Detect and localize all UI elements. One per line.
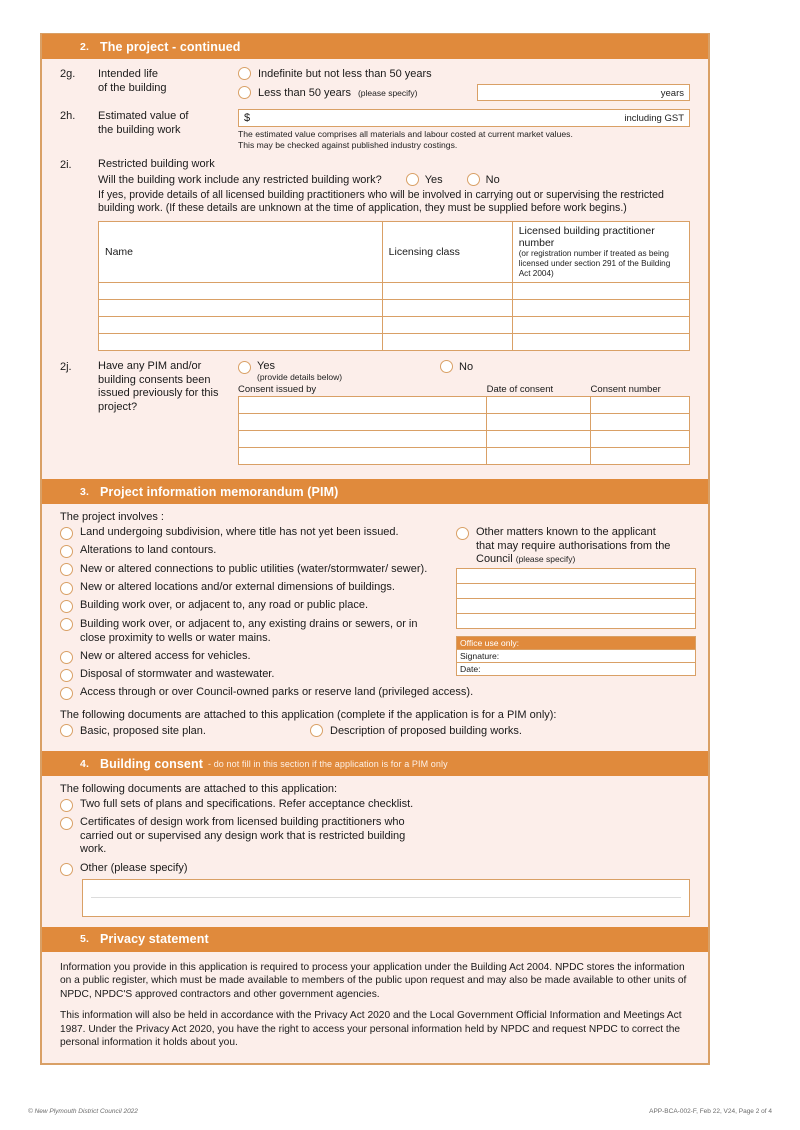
radio-circle-icon[interactable] xyxy=(60,817,73,830)
radio-circle-icon[interactable] xyxy=(60,527,73,540)
checkbox-subdivision[interactable] xyxy=(60,526,442,540)
other-matters-line-input-1[interactable] xyxy=(456,568,696,584)
question-2j xyxy=(60,360,690,465)
checkbox-public-utilities-label: New or altered connections to public utilities (water/stormwater/ sewer). xyxy=(80,563,428,576)
table-row xyxy=(99,300,690,317)
other-matters-line1: Other matters known to the applicant xyxy=(476,526,656,539)
lbp-cell-name[interactable] xyxy=(99,300,383,317)
pim-other-matters xyxy=(442,526,696,704)
bc-attached-lead: The following documents are attached to this application: xyxy=(60,783,337,796)
checkbox-drains-sewers[interactable] xyxy=(60,617,442,645)
checkbox-stormwater-disposal[interactable] xyxy=(60,668,442,682)
lbp-cell-class[interactable] xyxy=(382,334,512,351)
lbp-cell-name[interactable] xyxy=(99,283,383,300)
question-2h-number: 2h. xyxy=(60,110,76,122)
checkbox-design-certificates-label: Certificates of design work from licensed building practitioners who carried out or supervised any design work that is restricted building work. xyxy=(80,816,406,856)
checkbox-vehicle-access-label: New or altered access for vehicles. xyxy=(80,650,251,663)
checkbox-other-specify-label: Other (please specify) xyxy=(80,861,188,874)
table-row xyxy=(99,334,690,351)
checkbox-plans-specifications-label: Two full sets of plans and specifications. Refer acceptance checklist. xyxy=(80,798,414,811)
table-row xyxy=(239,448,690,465)
checkbox-land-contours[interactable] xyxy=(60,544,442,558)
question-2g-field xyxy=(238,67,690,105)
question-2j-label-line1: Have any PIM and/or xyxy=(98,360,202,373)
pim-yes-note: (provide details below) xyxy=(257,372,343,383)
section-4-body xyxy=(42,776,708,927)
section-2-body xyxy=(42,59,708,479)
lbp-cell-class[interactable] xyxy=(382,283,512,300)
radio-option-pim-yes[interactable] xyxy=(238,360,342,382)
question-2i-title: Restricted building work xyxy=(98,158,215,170)
consent-cell-issued-by[interactable] xyxy=(239,414,487,431)
radio-circle-icon[interactable] xyxy=(440,360,453,373)
restricted-work-question: Will the building work include any restricted building work? xyxy=(98,173,382,186)
checkbox-road-public-place-label: Building work over, or adjacent to, any road or public place. xyxy=(80,599,368,612)
pim-yes-group xyxy=(257,360,342,382)
question-2g xyxy=(60,67,690,105)
other-matters-line2: that may require authorisations from the xyxy=(476,539,671,552)
section-4-note: - do not fill in this section if the application is for a PIM only xyxy=(208,758,448,769)
checkbox-subdivision-label: Land undergoing subdivision, where title has not yet been issued. xyxy=(80,526,399,539)
radio-option-less-than-50-years-label: Less than 50 years xyxy=(258,86,351,99)
other-matters-line-input-4[interactable] xyxy=(456,613,696,629)
office-use-date[interactable]: Date: xyxy=(456,663,696,676)
question-2g-number: 2g. xyxy=(60,68,76,80)
radio-circle-icon[interactable] xyxy=(310,724,323,737)
footer-document-reference: APP-BCA-002-F, Feb 22, V24, Page 2 of 4 xyxy=(649,1108,772,1115)
question-2j-number: 2j. xyxy=(60,361,72,374)
consent-col-issued-by: Consent issued by xyxy=(238,384,317,396)
checkbox-building-dimensions[interactable] xyxy=(60,581,442,595)
privacy-paragraph-2: This information will also be held in accordance with the Privacy Act 2020 and the Local Government Official Information and Meetings Act 1987. Under the Privacy Act 2020, you have the right to access your personal information held by NPDC and request NPDC to correct the personal information it holds about you. xyxy=(60,1010,682,1048)
consent-cell-number[interactable] xyxy=(590,431,689,448)
office-use-block xyxy=(456,636,696,676)
section-2-title: The project - continued xyxy=(100,39,241,54)
question-2i xyxy=(60,158,690,351)
estimated-value-hint-line2: This may be checked against published industry costings. xyxy=(238,140,458,150)
radio-circle-icon[interactable] xyxy=(406,173,419,186)
table-row xyxy=(239,414,690,431)
office-use-title: Office use only: xyxy=(456,636,696,650)
table-row xyxy=(239,397,690,414)
footer-copyright: © New Plymouth District Council 2022 xyxy=(28,1108,138,1115)
radio-circle-icon[interactable] xyxy=(60,545,73,558)
currency-symbol: $ xyxy=(244,112,251,124)
checkbox-council-parks-access-label: Access through or over Council-owned parks or reserve land (privileged access). xyxy=(80,686,474,699)
lbp-cell-name[interactable] xyxy=(99,334,383,351)
restricted-work-question-row xyxy=(98,173,690,186)
consent-cell-date[interactable] xyxy=(487,448,591,465)
consent-cell-date[interactable] xyxy=(487,414,591,431)
section-header-4 xyxy=(42,751,708,776)
consent-cell-issued-by[interactable] xyxy=(239,397,487,414)
restricted-yes-label: Yes xyxy=(424,173,443,186)
consent-col-date: Date of consent xyxy=(486,384,554,396)
question-2g-label-line2: of the building xyxy=(98,82,167,94)
checkbox-stormwater-disposal-label: Disposal of stormwater and wastewater. xyxy=(80,668,275,681)
rule-line xyxy=(91,897,681,898)
lbp-header-licensing-class xyxy=(382,222,512,283)
question-2i-number: 2i. xyxy=(60,159,72,171)
lbp-cell-number[interactable] xyxy=(512,317,689,334)
page-footer xyxy=(28,1108,772,1115)
pim-yes-label: Yes xyxy=(257,360,275,373)
pim-columns xyxy=(60,526,690,704)
pim-no-label: No xyxy=(459,360,474,373)
question-2g-label-line1: Intended life xyxy=(98,68,158,80)
section-4-title: Building consent xyxy=(100,756,203,771)
consent-cell-date[interactable] xyxy=(487,397,591,414)
consent-table xyxy=(238,396,690,465)
radio-option-less-than-50-years[interactable] xyxy=(238,84,690,101)
estimated-value-hint-line1: The estimated value comprises all materials and labour costed at current market values. xyxy=(238,129,573,139)
lbp-header-name-text: Name xyxy=(105,246,134,259)
consent-cell-number[interactable] xyxy=(590,397,689,414)
table-row xyxy=(99,283,690,300)
section-3-body xyxy=(42,504,708,751)
lbp-header-practitioner-number-text: Licensed building practitioner number xyxy=(518,225,655,250)
lbp-header-practitioner-number-sub: (or registration number if treated as being licensed under section 291 of the Building Act 2004) xyxy=(518,249,671,279)
restricted-no-label: No xyxy=(485,173,500,186)
checkbox-site-plan-label: Basic, proposed site plan. xyxy=(80,724,206,737)
consent-col-number: Consent number xyxy=(590,384,661,396)
lbp-table-header-row xyxy=(99,222,690,283)
lbp-table xyxy=(98,221,690,351)
other-matters-line3-wrap xyxy=(476,553,670,567)
checkbox-public-utilities[interactable] xyxy=(60,562,442,576)
other-matters-note: (please specify) xyxy=(515,554,576,565)
lbp-cell-class[interactable] xyxy=(382,300,512,317)
section-header-2 xyxy=(42,34,708,59)
office-use-signature[interactable]: Signature: xyxy=(456,650,696,663)
checkbox-vehicle-access[interactable] xyxy=(60,650,442,664)
lbp-header-practitioner-number xyxy=(512,222,689,283)
radio-circle-icon[interactable] xyxy=(60,669,73,682)
question-2h-label-line2: the building work xyxy=(98,124,181,136)
radio-circle-icon[interactable] xyxy=(238,361,251,374)
lbp-cell-number[interactable] xyxy=(512,334,689,351)
section-5-body xyxy=(42,952,708,1063)
form-page xyxy=(40,33,710,1065)
section-2-number: 2. xyxy=(80,40,89,53)
radio-circle-icon[interactable] xyxy=(238,67,251,80)
section-3-title: Project information memorandum (PIM) xyxy=(100,484,339,499)
gst-note-label: including GST xyxy=(624,113,684,124)
question-2j-label-line4: project? xyxy=(98,400,138,413)
estimated-value-hint xyxy=(238,129,690,151)
radio-circle-icon[interactable] xyxy=(60,651,73,664)
radio-circle-icon[interactable] xyxy=(238,86,251,99)
please-specify-note: (please specify) xyxy=(357,87,418,98)
radio-option-restricted-no[interactable] xyxy=(467,173,500,186)
checkbox-building-dimensions-label: New or altered locations and/or external dimensions of buildings. xyxy=(80,581,395,594)
checkbox-other-matters[interactable] xyxy=(456,526,696,567)
restricted-work-instruction: If yes, provide details of all licensed building practitioners who will be involved in carrying out or supervising the restricted building work. (If these details are unknown at the time of application, they must be supplied before work begins.) xyxy=(98,189,664,215)
checkbox-site-plan[interactable] xyxy=(60,724,310,737)
checkbox-land-contours-label: Alterations to land contours. xyxy=(80,544,217,557)
consent-cell-issued-by[interactable] xyxy=(239,448,487,465)
question-2j-label-line2: building consents been xyxy=(98,373,211,386)
radio-circle-icon[interactable] xyxy=(60,582,73,595)
question-2j-field xyxy=(238,360,690,465)
years-suffix-label: years xyxy=(660,88,684,99)
years-input[interactable] xyxy=(477,84,690,101)
section-5-number: 5. xyxy=(80,933,89,946)
radio-option-indefinite-life-label: Indefinite but not less than 50 years xyxy=(258,67,432,80)
estimated-value-input[interactable] xyxy=(238,109,690,127)
other-matters-text xyxy=(476,526,670,567)
question-2h-label-line1: Estimated value of xyxy=(98,110,189,122)
question-2h-field xyxy=(238,109,690,151)
section-4-number: 4. xyxy=(80,757,89,770)
lbp-cell-class[interactable] xyxy=(382,317,512,334)
checkbox-description-building-works[interactable] xyxy=(310,724,522,737)
radio-circle-icon[interactable] xyxy=(60,618,73,631)
section-5-title: Privacy statement xyxy=(100,932,209,947)
question-2g-label xyxy=(98,67,238,95)
radio-circle-icon[interactable] xyxy=(456,527,469,540)
privacy-paragraph-1: Information you provide in this application is required to process your application under the Building Act 2004. NPDC stores the information on a public register, which must be made available to members of the public upon request and may also be made available to other units of NPDC, NPDC'S approved contractors and other government agencies. xyxy=(60,961,687,1000)
radio-circle-icon[interactable] xyxy=(467,173,480,186)
table-row xyxy=(99,317,690,334)
pim-attached-options xyxy=(60,724,690,741)
pim-attached-lead: The following documents are attached to this application (complete if the application is for a PIM only): xyxy=(60,709,557,722)
section-header-3 xyxy=(42,479,708,504)
checkbox-plans-specifications[interactable] xyxy=(60,798,690,812)
radio-circle-icon[interactable] xyxy=(60,799,73,812)
checkbox-road-public-place[interactable] xyxy=(60,599,442,613)
lbp-cell-number[interactable] xyxy=(512,300,689,317)
other-specify-textarea[interactable] xyxy=(82,879,690,917)
checkbox-description-building-works-label: Description of proposed building works. xyxy=(330,724,522,737)
checkbox-design-certificates[interactable] xyxy=(60,816,690,857)
lbp-cell-number[interactable] xyxy=(512,283,689,300)
lbp-header-licensing-class-text: Licensing class xyxy=(388,246,460,259)
radio-option-indefinite-life[interactable] xyxy=(238,67,690,80)
checkbox-other-specify[interactable] xyxy=(60,862,690,876)
other-matters-line-input-3[interactable] xyxy=(456,598,696,614)
consent-cell-number[interactable] xyxy=(590,448,689,465)
checkbox-drains-sewers-label: Building work over, or adjacent to, any existing drains or sewers, or in close proximity to wells or water mains. xyxy=(80,618,418,645)
consent-cell-date[interactable] xyxy=(487,431,591,448)
question-2j-label-line3: issued previously for this xyxy=(98,387,219,400)
checkbox-council-parks-access[interactable] xyxy=(60,686,474,700)
lbp-header-name xyxy=(99,222,383,283)
radio-option-pim-no[interactable] xyxy=(440,360,473,373)
radio-circle-icon[interactable] xyxy=(60,687,73,700)
consent-table-column-headers xyxy=(238,384,690,395)
question-2j-label xyxy=(98,360,238,414)
section-3-number: 3. xyxy=(80,485,89,498)
other-matters-line3: Council xyxy=(476,553,513,566)
radio-circle-icon[interactable] xyxy=(60,563,73,576)
other-matters-input-group xyxy=(456,568,696,629)
question-2h-label xyxy=(98,109,238,137)
radio-circle-icon[interactable] xyxy=(60,600,73,613)
table-row xyxy=(239,431,690,448)
radio-option-restricted-yes[interactable] xyxy=(406,173,443,186)
project-involves-lead: The project involves : xyxy=(60,511,164,524)
consent-cell-number[interactable] xyxy=(590,414,689,431)
radio-circle-icon[interactable] xyxy=(60,724,73,737)
lbp-cell-name[interactable] xyxy=(99,317,383,334)
consent-cell-issued-by[interactable] xyxy=(239,431,487,448)
radio-circle-icon[interactable] xyxy=(60,863,73,876)
section-header-5 xyxy=(42,927,708,952)
question-2h xyxy=(60,109,690,151)
question-2i-content xyxy=(98,158,690,351)
other-matters-line-input-2[interactable] xyxy=(456,583,696,599)
